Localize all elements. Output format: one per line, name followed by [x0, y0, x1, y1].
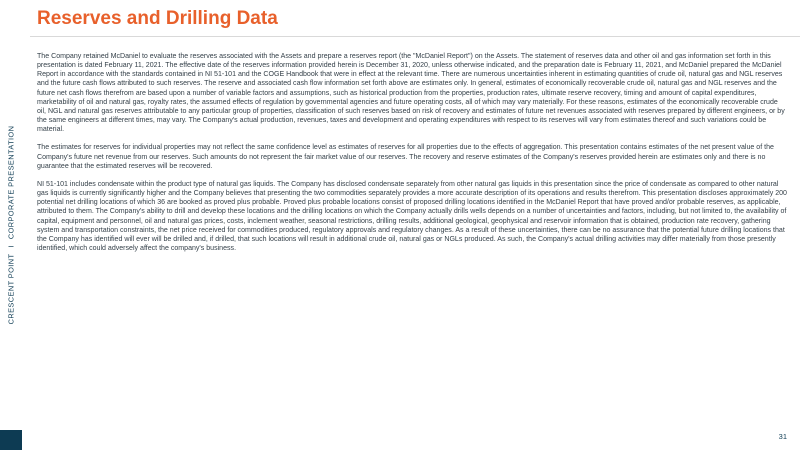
title-divider — [30, 36, 800, 37]
sidebar-accent-block — [0, 430, 22, 450]
sidebar-separator: I — [6, 245, 16, 248]
sidebar — [0, 0, 22, 450]
paragraph-drilling-locations: NI 51-101 includes condensate within the product type of natural gas liquids. The Company has disclosed condensate separately from other natural gas liquids in this presentation since the price of condensate as compared to other natural gas liquids is currently significantly higher and the Company believes that presenting the two commodities separately provides a more accurate description of its operations and results therefrom. This presentation discloses approximately 200 potential net drilling locations of which 36 are booked as proved plus probable. Proved plus probable locations consist of proposed drilling locations identified in the McDaniel Report that have proved and/or probable reserves, as applicable, attributed to them. The Company's ability to drill and develop these locations and the drilling locations on which the Company actually drills wells depends on a number of uncertainties and factors, including, but not limited to, the availability of capital, equipment and personnel, oil and natural gas prices, costs, inclement weather, seasonal restrictions, drilling results, additional geological, geophysical and reservoir information that is obtained, production rate recovery, gathering system and transportation constraints, the net price received for commodities produced, regulatory approvals and regulatory changes. As a result of these uncertainties, there can be no assurance that the potential future drilling locations that the Company has identified will ever will be drilled and, if drilled, that such locations will result in additional crude oil, natural gas or NGLs produced. As such, the Company's actual drilling activities may differ materially from those presently identified, which could adversely affect the company's business. — [37, 180, 787, 252]
paragraph-reserves-report: The Company retained McDaniel to evaluate the reserves associated with the Assets and prepare a reserves report (the "McDaniel Report") on the Assets. The statement of reserves data and other oil and gas information set forth in this presentation is dated February 11, 2021. The effective date of the reserves information provided herein is December 31, 2020, unless otherwise indicated, and the preparation date is February 11, 2021, and McDaniel prepared the McDaniel Report in accordance with the standards contained in NI 51-101 and the COGE Handbook that were in effect at the relevant time. There are numerous uncertainties inherent in estimating quantities of crude oil, natural gas and NGL reserves and the future cash flows attributed to such reserves. The reserve and associated cash flow information set forth above are estimates only. In general, estimates of economically recoverable crude oil, natural gas and NGL reserves and the future net cash flows therefrom are based upon a number of variable factors and assumptions, such as historical production from the properties, production rates, ultimate reserve recovery, timing and amount of capital expenditures, marketability of oil and natural gas, royalty rates, the assumed effects of regulation by governmental agencies and future operating costs, all of which may vary materially. For these reasons, estimates of the economically recoverable crude oil, NGL and natural gas reserves attributable to any particular group of properties, classification of such reserves based on risk of recovery and estimates of future net revenues associated with reserves prepared by different engineers, or by the same engineers at different times, may vary. The Company's actual production, revenues, taxes and development and operating expenditures with respect to its reserves will vary from estimates thereof and such variations could be material. — [37, 53, 785, 134]
body-content — [37, 52, 788, 262]
page-number: 31 — [778, 432, 787, 441]
sidebar-section: CORPORATE PRESENTATION — [6, 125, 16, 240]
sidebar-company: CRESCENT POINT — [6, 253, 16, 325]
page-title: Reserves and Drilling Data — [37, 8, 278, 29]
paragraph-aggregation: The estimates for reserves for individual properties may not reflect the same confidence level as estimates of reserves for all properties due to the effects of aggregation. This presentation contains estimates of the net present value of the Company's future net revenue from our reserves. Such amounts do not represent the fair market value of our reserves. The recovery and reserve estimates of the Company's reserves provided herein are estimates only and there is no guarantee that the estimated reserves will be recovered. — [37, 144, 774, 170]
sidebar-label — [7, 126, 16, 325]
